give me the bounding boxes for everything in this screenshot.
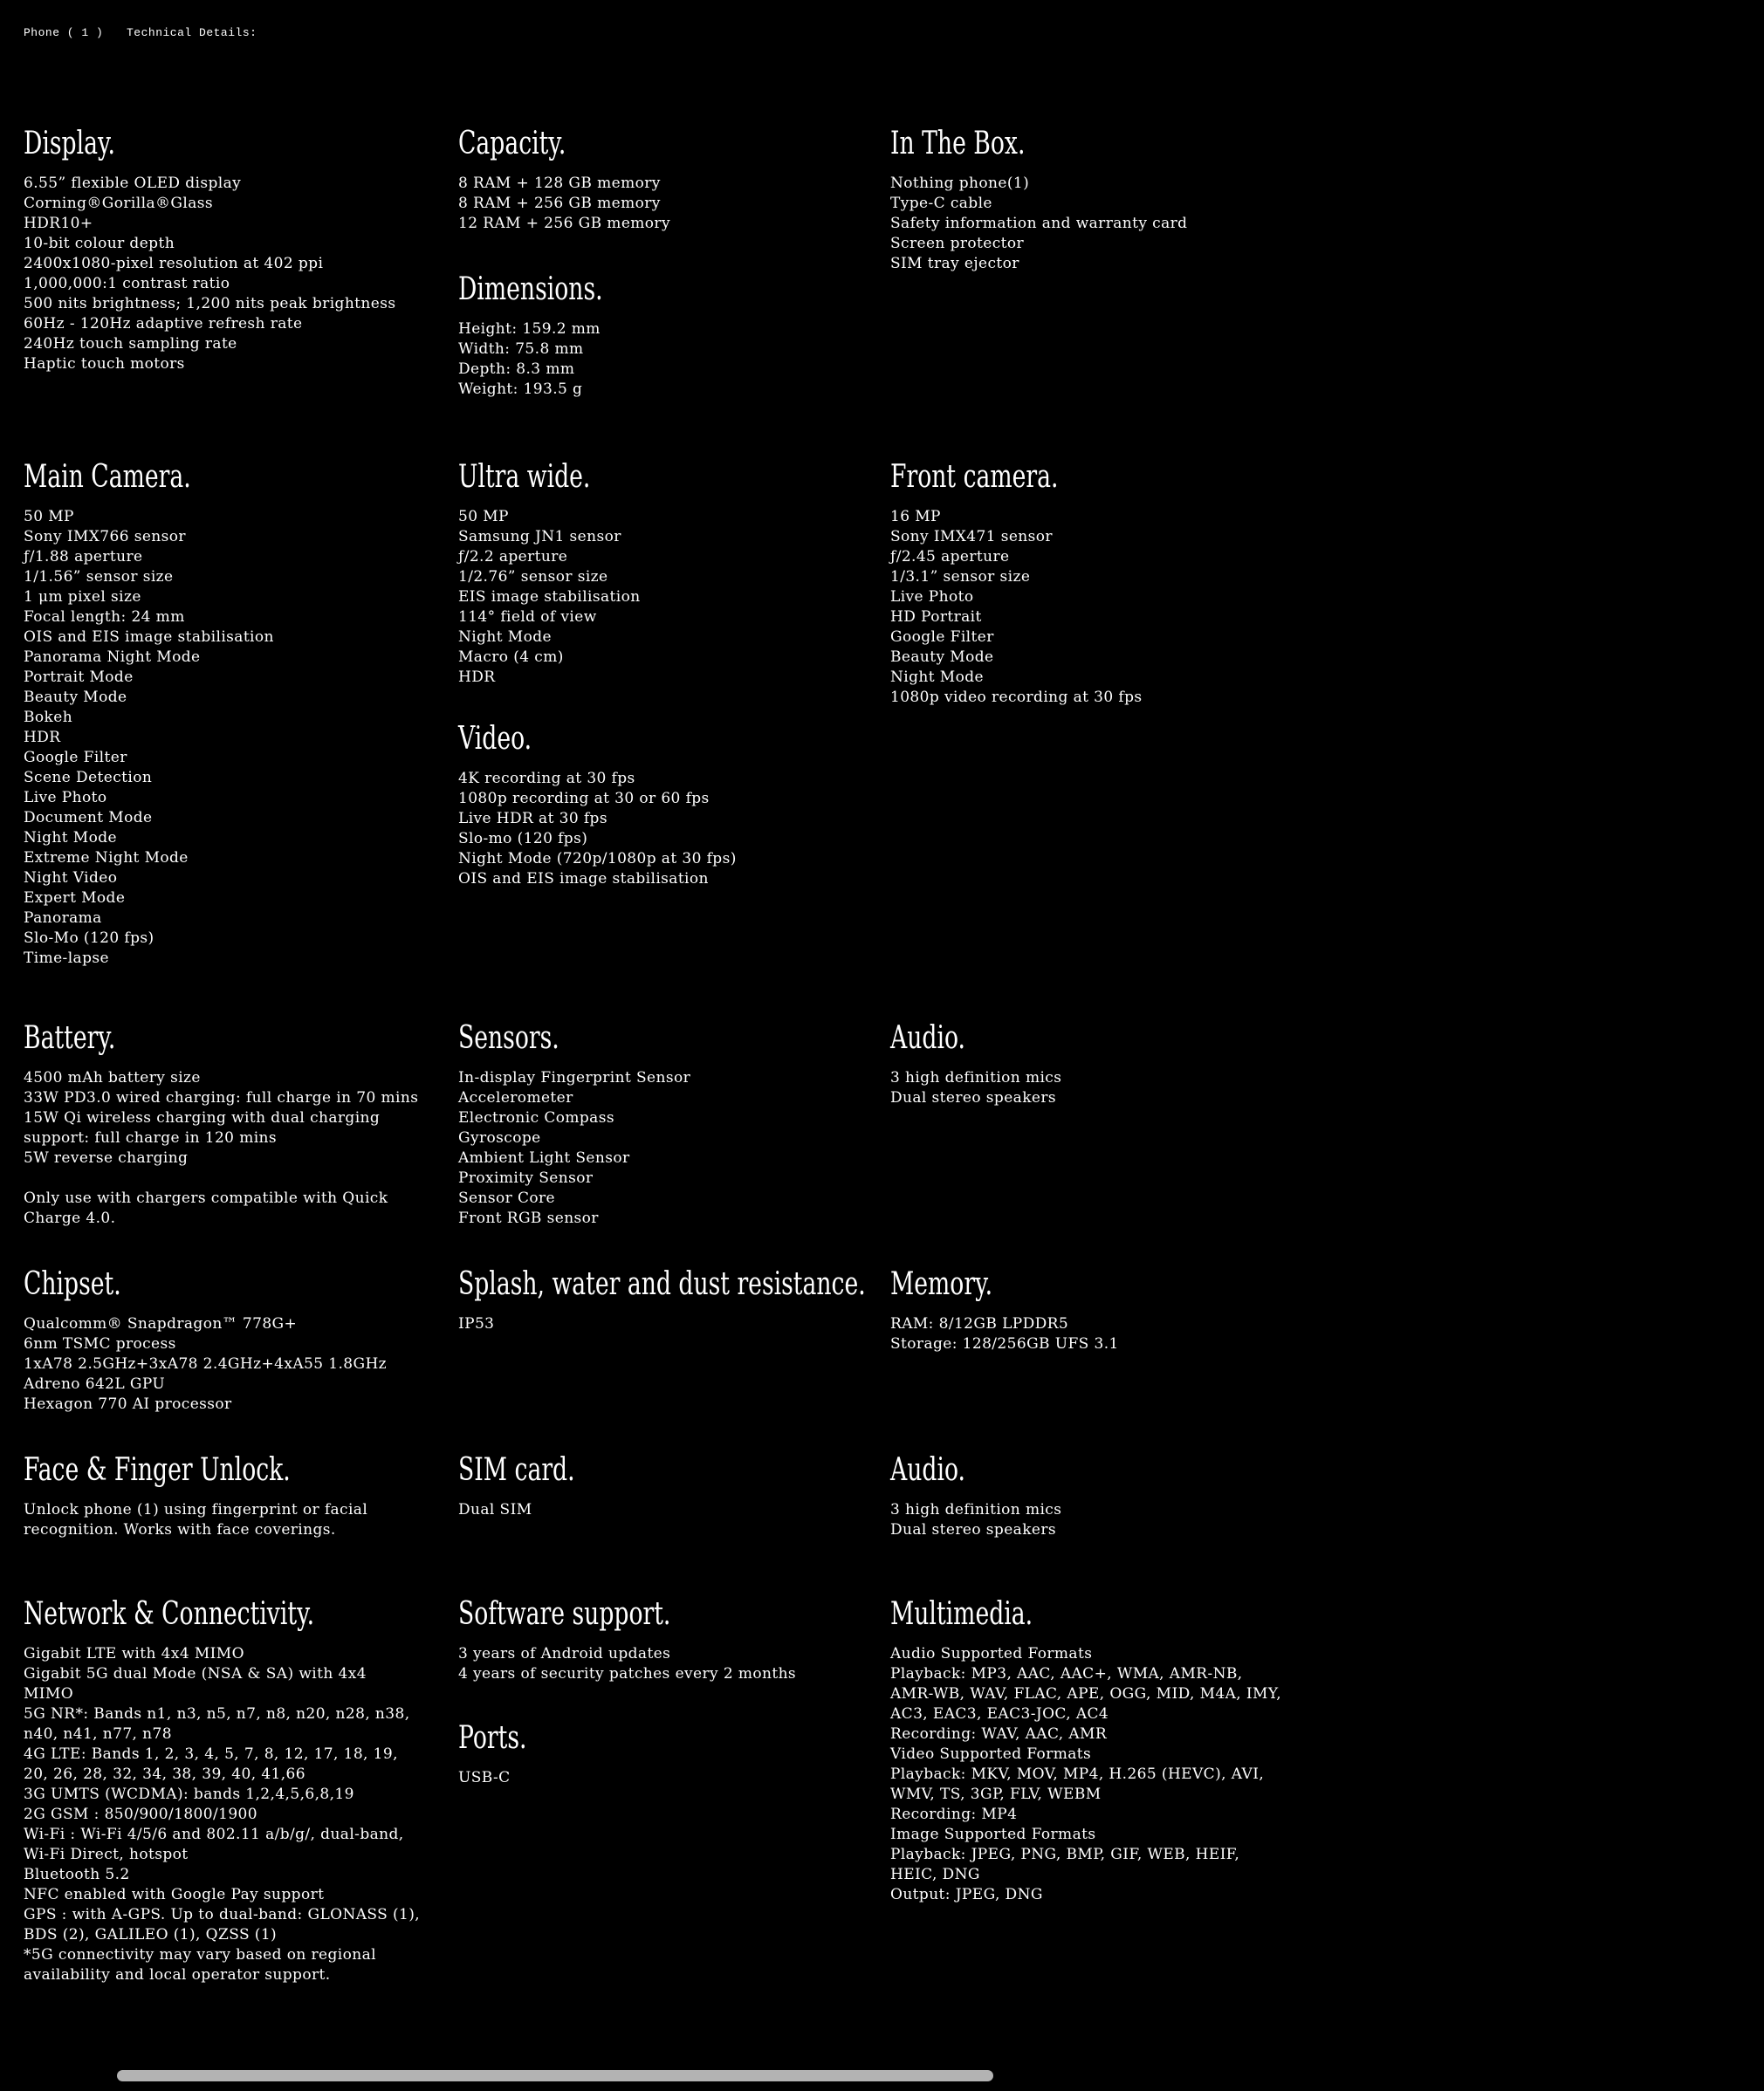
spec-line: Panorama Night Mode xyxy=(24,648,201,666)
spec-line: Beauty Mode xyxy=(24,689,127,706)
spec-line: 2400x1080-pixel resolution at 402 ppi xyxy=(24,255,324,272)
spec-line: Dual stereo speakers xyxy=(890,1521,1057,1539)
spec-line: Haptic touch motors xyxy=(24,355,185,373)
spec-line: Samsung JN1 sensor xyxy=(458,528,621,545)
section-heading-capacity: Capacity. xyxy=(458,126,566,161)
section-splash-water-dust xyxy=(458,1266,866,1334)
spec-line: 240Hz touch sampling rate xyxy=(24,335,237,353)
section-body-multimedia xyxy=(890,1644,1287,1905)
spec-line: RAM: 8/12GB LPDDR5 xyxy=(890,1315,1069,1333)
section-heading-multimedia: Multimedia. xyxy=(890,1596,1033,1632)
section-body-ultra-wide xyxy=(458,507,855,688)
spec-line: 1/1.56” sensor size xyxy=(24,568,174,586)
section-body-main-camera xyxy=(24,507,421,969)
section-multimedia xyxy=(890,1597,1287,1905)
spec-line: OIS and EIS image stabilisation xyxy=(458,870,709,888)
spec-line: Recording: MP4 xyxy=(890,1806,1018,1823)
spec-line: 4500 mAh battery size xyxy=(24,1069,201,1087)
spec-line: Height: 159.2 mm xyxy=(458,320,601,338)
spec-line: Macro (4 cm) xyxy=(458,648,564,666)
section-face-finger-unlock xyxy=(24,1453,421,1540)
spec-line: Nothing phone(1) xyxy=(890,175,1030,192)
spec-line: 4K recording at 30 fps xyxy=(458,770,635,787)
spec-line: Width: 75.8 mm xyxy=(458,340,584,358)
spec-line: Live Photo xyxy=(890,588,974,606)
section-body-ports xyxy=(458,1768,855,1788)
spec-line: EIS image stabilisation xyxy=(458,588,641,606)
spec-line: In-display Fingerprint Sensor xyxy=(458,1069,691,1087)
spec-line: Output: JPEG, DNG xyxy=(890,1886,1043,1903)
spec-line: Dual SIM xyxy=(458,1501,532,1519)
section-software-support xyxy=(458,1597,855,1684)
spec-line: 3 years of Android updates xyxy=(458,1645,671,1663)
spec-line: Screen protector xyxy=(890,235,1025,252)
spec-line: OIS and EIS image stabilisation xyxy=(24,628,274,646)
spec-line: Image Supported Formats xyxy=(890,1826,1096,1843)
brand-label: Phone ( 1 ) xyxy=(24,26,104,39)
spec-line: 4 years of security patches every 2 months xyxy=(458,1665,797,1683)
section-heading-front-camera: Front camera. xyxy=(890,459,1059,495)
section-display xyxy=(24,127,421,374)
section-heading-battery: Battery. xyxy=(24,1020,116,1056)
spec-line: 50 MP xyxy=(24,508,74,525)
section-body-video xyxy=(458,769,855,889)
section-in-the-box xyxy=(890,127,1287,274)
section-ultra-wide xyxy=(458,460,855,688)
section-heading-in-the-box: In The Box. xyxy=(890,126,1026,161)
section-audio-1 xyxy=(890,1021,1287,1108)
spec-line: 3G UMTS (WCDMA): bands 1,2,4,5,6,8,19 xyxy=(24,1786,354,1803)
section-heading-video: Video. xyxy=(458,721,532,757)
section-body-splash-water-dust xyxy=(458,1314,855,1334)
section-audio-2 xyxy=(890,1453,1287,1540)
spec-line: 33W PD3.0 wired charging: full charge in 70 mins xyxy=(24,1089,419,1107)
section-body-network-connectivity xyxy=(24,1644,421,1985)
section-heading-splash-water-dust: Splash, water and dust resistance. xyxy=(458,1266,866,1302)
spec-line: 1080p recording at 30 or 60 fps xyxy=(458,790,710,807)
spec-line: Corning®Gorilla®Glass xyxy=(24,195,213,212)
spec-line: 16 MP xyxy=(890,508,941,525)
section-heading-audio-1: Audio. xyxy=(890,1020,966,1056)
section-body-sim-card xyxy=(458,1500,855,1520)
section-memory xyxy=(890,1267,1287,1354)
spec-line: Night Mode xyxy=(890,668,984,686)
spec-line: Front RGB sensor xyxy=(458,1210,599,1227)
spec-line: Panorama xyxy=(24,909,102,927)
section-sim-card xyxy=(458,1453,855,1520)
spec-line: Sensor Core xyxy=(458,1189,555,1207)
spec-line: Google Filter xyxy=(890,628,994,646)
spec-line: Depth: 8.3 mm xyxy=(458,360,575,378)
spec-line: Sony IMX766 sensor xyxy=(24,528,186,545)
section-video xyxy=(458,722,855,889)
spec-line: Gigabit LTE with 4x4 MIMO xyxy=(24,1645,244,1663)
spec-line: Extreme Night Mode xyxy=(24,849,189,867)
section-heading-network-connectivity: Network & Connectivity. xyxy=(24,1596,315,1632)
spec-line: 1xA78 2.5GHz+3xA78 2.4GHz+4xA55 1.8GHz xyxy=(24,1355,388,1373)
spec-line: HDR xyxy=(24,729,61,746)
spec-line xyxy=(24,1169,421,1189)
section-battery xyxy=(24,1021,421,1229)
section-body-dimensions xyxy=(458,319,855,400)
spec-line: Scene Detection xyxy=(24,769,153,786)
section-network-connectivity xyxy=(24,1597,421,1985)
spec-line: Document Mode xyxy=(24,809,153,826)
section-heading-chipset: Chipset. xyxy=(24,1266,121,1302)
section-heading-ports: Ports. xyxy=(458,1720,527,1756)
spec-line: Time-lapse xyxy=(24,950,109,967)
spec-line: Bokeh xyxy=(24,709,73,726)
spec-line: 12 RAM + 256 GB memory xyxy=(458,215,670,232)
spec-line: Qualcomm® Snapdragon™ 778G+ xyxy=(24,1315,298,1333)
section-ports xyxy=(458,1721,855,1788)
section-chipset xyxy=(24,1267,421,1415)
spec-line: Only use with chargers compatible with Quick Charge 4.0. xyxy=(24,1189,388,1227)
section-heading-software-support: Software support. xyxy=(458,1596,671,1632)
section-heading-display: Display. xyxy=(24,126,115,161)
section-heading-main-camera: Main Camera. xyxy=(24,459,191,495)
spec-line: Audio Supported Formats xyxy=(890,1645,1093,1663)
spec-line: Video Supported Formats xyxy=(890,1745,1092,1763)
spec-line: 1080p video recording at 30 fps xyxy=(890,689,1143,706)
spec-line: 6nm TSMC process xyxy=(24,1335,176,1353)
spec-line: Playback: JPEG, PNG, BMP, GIF, WEB, HEIF, HEIC, DNG xyxy=(890,1846,1240,1883)
spec-line: Weight: 193.5 g xyxy=(458,380,583,398)
spec-line: HDR10+ xyxy=(24,215,93,232)
spec-line: Expert Mode xyxy=(24,889,126,907)
spec-line: SIM tray ejector xyxy=(890,255,1019,272)
section-heading-ultra-wide: Ultra wide. xyxy=(458,459,591,495)
section-main-camera xyxy=(24,460,421,969)
spec-line: 8 RAM + 256 GB memory xyxy=(458,195,661,212)
spec-line: 3 high definition mics xyxy=(890,1069,1062,1087)
section-body-chipset xyxy=(24,1314,421,1415)
spec-line: Unlock phone (1) using fingerprint or facial recognition. Works with face coverings. xyxy=(24,1501,368,1539)
section-sensors xyxy=(458,1021,855,1229)
spec-line: Night Mode (720p/1080p at 30 fps) xyxy=(458,850,737,867)
section-body-software-support xyxy=(458,1644,855,1684)
spec-line: 5W reverse charging xyxy=(24,1149,189,1167)
spec-line: Wi-Fi : Wi-Fi 4/5/6 and 802.11 a/b/g/, dual-band, Wi-Fi Direct, hotspot xyxy=(24,1826,404,1863)
spec-line: Slo-Mo (120 fps) xyxy=(24,929,154,947)
spec-line: 3 high definition mics xyxy=(890,1501,1062,1519)
section-dimensions xyxy=(458,272,855,400)
section-heading-face-finger-unlock: Face & Finger Unlock. xyxy=(24,1452,291,1488)
spec-line: 4G LTE: Bands 1, 2, 3, 4, 5, 7, 8, 12, 17, 18, 19, 20, 26, 28, 32, 34, 38, 39, 40, 41,66 xyxy=(24,1745,398,1783)
spec-line: Google Filter xyxy=(24,749,127,766)
spec-line: Accelerometer xyxy=(458,1089,573,1107)
section-body-capacity xyxy=(458,174,855,234)
spec-line: ƒ/1.88 aperture xyxy=(24,548,143,566)
spec-line: 1/3.1” sensor size xyxy=(890,568,1031,586)
spec-line: 8 RAM + 128 GB memory xyxy=(458,175,661,192)
horizontal-scrollbar-thumb[interactable] xyxy=(117,2070,993,2081)
spec-line: 2G GSM : 850/900/1800/1900 xyxy=(24,1806,257,1823)
spec-line: Gyroscope xyxy=(458,1129,541,1147)
spec-line: ƒ/2.2 aperture xyxy=(458,548,568,566)
spec-line: Type-C cable xyxy=(890,195,992,212)
spec-line: IP53 xyxy=(458,1315,495,1333)
spec-line: Electronic Compass xyxy=(458,1109,614,1127)
spec-line: Playback: MKV, MOV, MP4, H.265 (HEVC), AVI, WMV, TS, 3GP, FLV, WEBM xyxy=(890,1765,1265,1803)
spec-line: Hexagon 770 AI processor xyxy=(24,1395,232,1413)
section-body-display xyxy=(24,174,421,374)
spec-line: Ambient Light Sensor xyxy=(458,1149,630,1167)
section-body-front-camera xyxy=(890,507,1287,708)
spec-line: Night Mode xyxy=(458,628,552,646)
section-heading-memory: Memory. xyxy=(890,1266,993,1302)
spec-line: HDR xyxy=(458,668,496,686)
spec-line: Adreno 642L GPU xyxy=(24,1375,166,1393)
section-body-audio-1 xyxy=(890,1068,1287,1108)
section-heading-audio-2: Audio. xyxy=(890,1452,966,1488)
spec-line: 1 μm pixel size xyxy=(24,588,141,606)
section-body-battery xyxy=(24,1068,421,1229)
spec-line: 500 nits brightness; 1,200 nits peak brightness xyxy=(24,295,396,312)
spec-line: Portrait Mode xyxy=(24,668,134,686)
spec-line: 50 MP xyxy=(458,508,509,525)
spec-line: Bluetooth 5.2 xyxy=(24,1866,130,1883)
spec-line: 114° field of view xyxy=(458,608,597,626)
spec-line: 1/2.76” sensor size xyxy=(458,568,608,586)
spec-line: ƒ/2.45 aperture xyxy=(890,548,1010,566)
spec-line: 60Hz - 120Hz adaptive refresh rate xyxy=(24,315,303,333)
spec-line: Safety information and warranty card xyxy=(890,215,1188,232)
section-body-in-the-box xyxy=(890,174,1287,274)
section-body-memory xyxy=(890,1314,1287,1354)
spec-line: 1,000,000:1 contrast ratio xyxy=(24,275,230,292)
spec-line: Playback: MP3, AAC, AAC+, WMA, AMR-NB, AMR-WB, WAV, FLAC, APE, OGG, MID, M4A, IMY, AC3, EAC3, EAC3-JOC, AC4 xyxy=(890,1665,1282,1723)
spec-line: Storage: 128/256GB UFS 3.1 xyxy=(890,1335,1119,1353)
spec-line: Slo-mo (120 fps) xyxy=(458,830,588,847)
spec-line: Sony IMX471 sensor xyxy=(890,528,1053,545)
spec-line: Proximity Sensor xyxy=(458,1169,594,1187)
spec-line: HD Portrait xyxy=(890,608,982,626)
spec-line: 10-bit colour depth xyxy=(24,235,175,252)
spec-line: Recording: WAV, AAC, AMR xyxy=(890,1725,1108,1743)
spec-line: Gigabit 5G dual Mode (NSA & SA) with 4x4 MIMO xyxy=(24,1665,367,1703)
section-heading-sensors: Sensors. xyxy=(458,1020,559,1056)
section-front-camera xyxy=(890,460,1287,708)
section-heading-sim-card: SIM card. xyxy=(458,1452,575,1488)
spec-line: 15W Qi wireless charging with dual charging support: full charge in 120 mins xyxy=(24,1109,381,1147)
spec-line: NFC enabled with Google Pay support xyxy=(24,1886,325,1903)
page-title: Technical Details: xyxy=(127,26,257,39)
spec-line: Beauty Mode xyxy=(890,648,994,666)
spec-line: Live HDR at 30 fps xyxy=(458,810,607,827)
spec-line: 6.55” flexible OLED display xyxy=(24,175,242,192)
spec-line: 5G NR*: Bands n1, n3, n5, n7, n8, n20, n28, n38, n40, n41, n77, n78 xyxy=(24,1705,410,1743)
section-heading-dimensions: Dimensions. xyxy=(458,271,603,307)
section-body-audio-2 xyxy=(890,1500,1287,1540)
spec-line: GPS : with A-GPS. Up to dual-band: GLONASS (1), BDS (2), GALILEO (1), QZSS (1) xyxy=(24,1906,421,1944)
section-capacity xyxy=(458,127,855,234)
spec-line: Night Video xyxy=(24,869,118,887)
spec-line: *5G connectivity may vary based on regional availability and local operator support. xyxy=(24,1946,376,1984)
spec-line: Dual stereo speakers xyxy=(890,1089,1057,1107)
spec-line: Live Photo xyxy=(24,789,107,806)
spec-line: USB-C xyxy=(458,1769,511,1786)
spec-line: Night Mode xyxy=(24,829,117,847)
section-body-face-finger-unlock xyxy=(24,1500,421,1540)
section-body-sensors xyxy=(458,1068,855,1229)
spec-line: Focal length: 24 mm xyxy=(24,608,185,626)
